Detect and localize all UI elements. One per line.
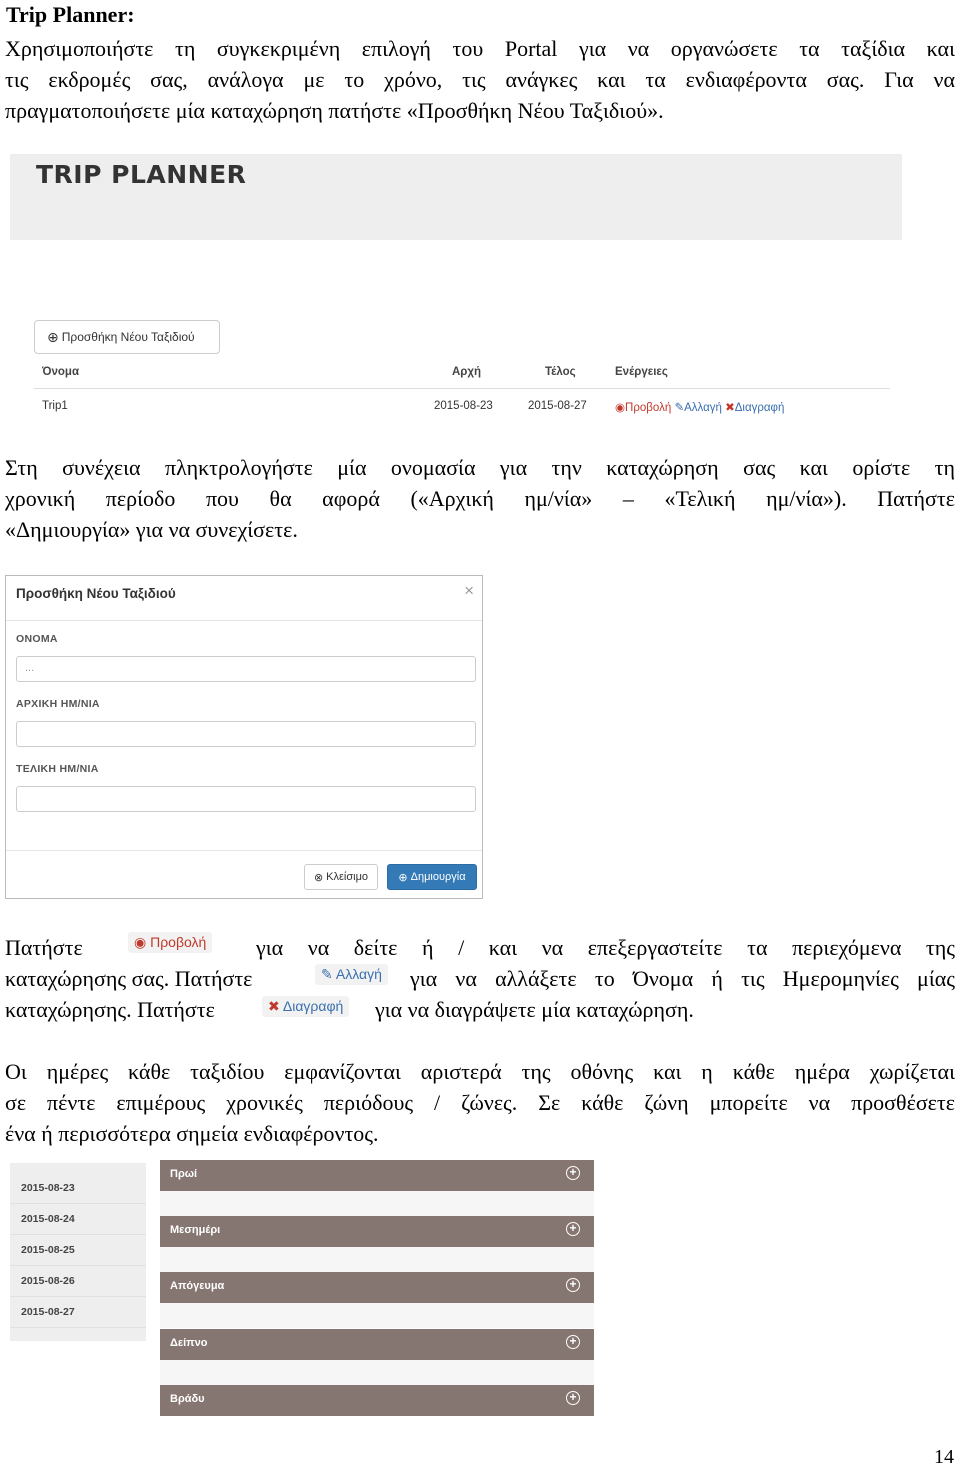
delete-icon: ✖ (268, 998, 280, 1014)
actions-line-2a: καταχώρησης σας. Πατήστε (5, 966, 253, 991)
page-number: 14 (934, 1446, 954, 1468)
trip-actions-cell (615, 400, 784, 414)
eye-icon: ◉ (134, 934, 147, 950)
delete-pill-label: Διαγραφή (282, 998, 344, 1014)
days-line-2: σε πέντε επιμέρους χρονικές περιόδους / ζώνες. Σε κάθε ζώνη μπορείτε να προσθέσετε (5, 1090, 955, 1115)
trip-planner-heading: TRIP PLANNER (36, 160, 247, 189)
zone-dinner (160, 1329, 594, 1360)
zone-morning (160, 1160, 594, 1191)
new-trip-modal-screenshot (5, 575, 483, 899)
zone-label: Μεσημέρι (170, 1224, 221, 1236)
zone-body (160, 1191, 594, 1216)
add-new-trip-label: Προσθήκη Νέου Ταξιδιού (61, 330, 195, 344)
intro-line-1: Χρησιμοποιήστε τη συγκεκριμένη επιλογή του Portal για να οργανώσετε τα ταξίδια και (5, 36, 955, 61)
edit-icon: ✎ (321, 966, 333, 982)
add-new-trip-button[interactable] (34, 320, 220, 354)
column-header-actions: Ενέργειες (615, 366, 668, 378)
zone-afternoon (160, 1272, 594, 1303)
day-item[interactable]: 2015-08-23 (10, 1173, 146, 1204)
close-circle-icon: ⊗ (313, 871, 324, 884)
start-date-input[interactable] (16, 721, 476, 747)
edit-icon: ✎ (674, 402, 685, 414)
column-header-end: Τέλος (545, 366, 576, 378)
modal-header (6, 576, 482, 621)
edit-pill-label: Αλλαγή (335, 966, 382, 982)
zone-body (160, 1247, 594, 1272)
days-list (10, 1163, 146, 1341)
actions-line-1a: Πατήστε (5, 935, 83, 960)
day-item[interactable]: 2015-08-26 (10, 1266, 146, 1297)
zone-noon (160, 1216, 594, 1247)
eye-icon: ◉ (615, 402, 626, 414)
day-item[interactable]: 2015-08-25 (10, 1235, 146, 1266)
day-item[interactable]: 2015-08-24 (10, 1204, 146, 1235)
trip-name-cell: Trip1 (42, 400, 68, 412)
add-poi-icon[interactable]: + (566, 1166, 580, 1180)
close-icon[interactable]: × (464, 581, 474, 600)
view-pill (128, 932, 212, 953)
section-title: Trip Planner: (6, 2, 135, 27)
days-line-1: Οι ημέρες κάθε ταξιδίου εμφανίζονται αριστερά της οθόνης και η κάθε ημέρα χωρίζεται (5, 1059, 955, 1084)
view-pill-label: Προβολή (150, 934, 207, 950)
add-poi-icon[interactable]: + (566, 1222, 580, 1236)
name-label: ΟΝΟΜΑ (16, 633, 58, 645)
trip-start-cell: 2015-08-23 (434, 400, 493, 412)
delete-pill (262, 996, 349, 1017)
plus-circle-icon: ⊕ (398, 871, 408, 884)
close-button-label: Κλείσιμο (326, 871, 369, 883)
zone-label: Δείπνο (170, 1337, 208, 1349)
intro-line-2: τις εκδρομές σας, ανάλογα με το χρόνο, τις ανάγκες και τα ενδιαφέροντα σας. Για να (5, 67, 955, 92)
trip-end-cell: 2015-08-27 (528, 400, 587, 412)
plus-circle-icon: ⊕ (47, 328, 59, 345)
modal-title: Προσθήκη Νέου Ταξιδιού (16, 586, 176, 601)
table-divider (34, 388, 890, 389)
create-button[interactable] (387, 864, 477, 890)
zone-label: Πρωί (170, 1168, 198, 1180)
actions-line-1b: για να δείτε ή / και να επεξεργαστείτε τα περιεχόμενα της (256, 935, 955, 960)
modal-footer (6, 850, 482, 900)
create-button-label: Δημιουργία (410, 871, 466, 883)
zone-label: Βράδυ (170, 1393, 205, 1405)
intro-line-3: πραγματοποιήσετε μία καταχώρηση πατήστε «Προσθήκη Νέου Ταξιδιού». (5, 98, 664, 123)
actions-line-3b: για να διαγράψετε μία καταχώρηση. (375, 997, 694, 1022)
step-line-3: «Δημιουργία» για να συνεχίσετε. (5, 517, 298, 542)
add-poi-icon[interactable]: + (566, 1335, 580, 1349)
name-input[interactable]: ... (16, 656, 476, 682)
step-line-2: χρονική περίοδο που θα αφορά («Αρχική ημ/νία» – «Τελική ημ/νία»). Πατήστε (5, 486, 955, 511)
delete-action[interactable]: Διαγραφή (734, 402, 785, 414)
zone-body (160, 1303, 594, 1328)
column-header-start: Αρχή (452, 366, 482, 378)
edit-action[interactable]: Αλλαγή (684, 402, 722, 414)
end-date-label: ΤΕΛΙΚΗ ΗΜ/ΝΙΑ (16, 763, 99, 775)
view-action[interactable]: Προβολή (625, 402, 672, 414)
day-item[interactable]: 2015-08-27 (10, 1297, 146, 1328)
close-button[interactable] (304, 864, 378, 890)
start-date-label: ΑΡΧΙΚΗ ΗΜ/ΝΙΑ (16, 698, 100, 710)
trip-planner-header-screenshot (10, 154, 902, 240)
zone-night (160, 1385, 594, 1416)
actions-line-3a: καταχώρησης. Πατήστε (5, 997, 215, 1022)
delete-icon: ✖ (725, 402, 735, 414)
zone-label: Απόγευμα (170, 1280, 225, 1292)
edit-pill (315, 964, 388, 985)
days-line-3: ένα ή περισσότερα σημεία ενδιαφέροντος. (5, 1121, 379, 1146)
add-poi-icon[interactable]: + (566, 1391, 580, 1405)
column-header-name: Όνομα (42, 366, 80, 378)
actions-line-2b: για να αλλάξετε το Όνομα ή τις Ημερομηνίες μίας (410, 966, 955, 991)
end-date-input[interactable] (16, 786, 476, 812)
step-line-1: Στη συνέχεια πληκτρολογήστε μία ονομασία για την καταχώρηση σας και ορίστε τη (5, 455, 955, 480)
add-poi-icon[interactable]: + (566, 1278, 580, 1292)
zone-body (160, 1360, 594, 1385)
